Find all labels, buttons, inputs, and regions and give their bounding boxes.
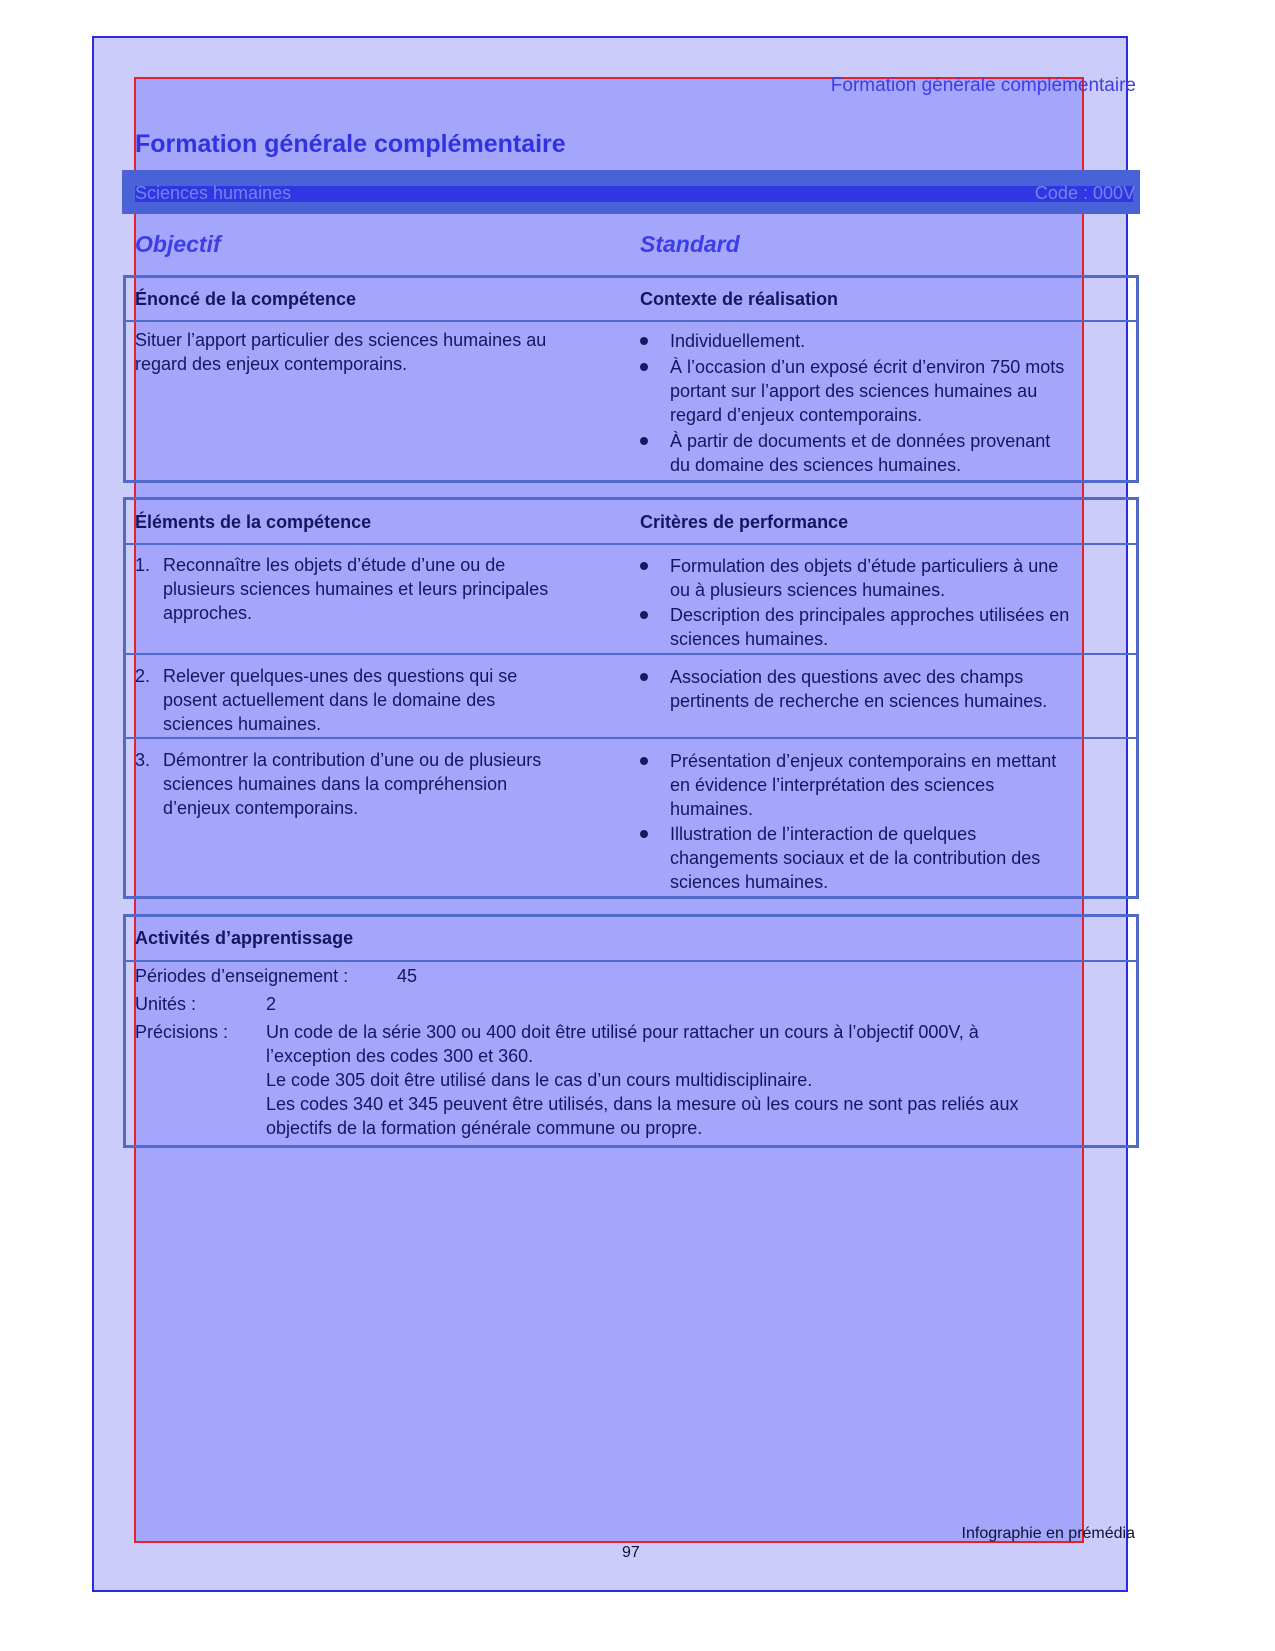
- divider: [126, 320, 1136, 322]
- criterion-line: sciences humaines.: [670, 872, 829, 892]
- running-title: Formation générale complémentaire: [830, 75, 1136, 96]
- bullet-icon: [640, 562, 648, 570]
- code-label: Code : 000V: [1034, 183, 1135, 203]
- divider: [126, 543, 1136, 545]
- context-item: regard d’enjeux contemporains.: [670, 405, 923, 425]
- bullet-icon: [640, 611, 648, 619]
- criterion-line: Illustration de l’interaction de quelques: [670, 824, 977, 844]
- divider: [126, 653, 1136, 655]
- bullet-icon: [640, 673, 648, 681]
- precision-line: Un code de la série 300 ou 400 doit être utilisé pour rattacher un cours à l’objectif 000V, à: [266, 1022, 979, 1042]
- precision-line: Les codes 340 et 345 peuvent être utilisés, dans la mesure où les cours ne sont pas reliés aux: [266, 1094, 1019, 1114]
- element-number: 3.: [135, 750, 151, 770]
- element-line: posent actuellement dans le domaine des: [163, 690, 496, 710]
- objective-heading: Objectif: [135, 231, 221, 257]
- element-number: 2.: [135, 666, 151, 686]
- precision-line: l’exception des codes 300 et 360.: [266, 1046, 534, 1066]
- bullet-icon: [640, 363, 648, 371]
- bullet-icon: [640, 437, 648, 445]
- criterion-line: changements sociaux et de la contribution des: [670, 848, 1041, 868]
- context-item: Individuellement.: [670, 331, 806, 351]
- element-line: Relever quelques-unes des questions qui se: [163, 666, 518, 686]
- context-item: du domaine des sciences humaines.: [670, 455, 962, 475]
- precision-line: objectifs de la formation générale commune ou propre.: [266, 1118, 703, 1138]
- divider: [126, 960, 1136, 962]
- element-line: Démontrer la contribution d’une ou de plusieurs: [163, 750, 542, 770]
- criterion-line: en évidence l’interprétation des sciences: [670, 775, 995, 795]
- context-item: À partir de documents et de données provenant: [670, 431, 1051, 451]
- element-line: plusieurs sciences humaines et leurs principales: [163, 579, 549, 599]
- element-line: d’enjeux contemporains.: [163, 798, 359, 818]
- bullet-icon: [640, 830, 648, 838]
- precision-line: Le code 305 doit être utilisé dans le cas d’un cours multidisciplinaire.: [266, 1070, 813, 1090]
- criterion-line: Association des questions avec des champs: [670, 667, 1024, 687]
- context-item: À l’occasion d’un exposé écrit d’environ 750 mots: [670, 357, 1065, 377]
- bullet-icon: [640, 757, 648, 765]
- element-line: sciences humaines dans la compréhension: [163, 774, 508, 794]
- competence-statement-line: regard des enjeux contemporains.: [135, 354, 408, 374]
- bullet-icon: [640, 337, 648, 345]
- criterion-line: pertinents de recherche en sciences humaines.: [670, 691, 1048, 711]
- criteria-heading: Critères de performance: [640, 512, 849, 532]
- competence-statement-heading: Énoncé de la compétence: [135, 289, 357, 309]
- criterion-line: ou à plusieurs sciences humaines.: [670, 580, 946, 600]
- units-value: 2: [266, 994, 277, 1014]
- discipline-label: Sciences humaines: [135, 183, 292, 203]
- element-line: approches.: [163, 603, 253, 623]
- program-name: Infographie en prémédia: [961, 1525, 1135, 1542]
- criterion-line: Formulation des objets d’étude particuliers à une: [670, 556, 1059, 576]
- element-number: 1.: [135, 555, 151, 575]
- activities-heading: Activités d’apprentissage: [135, 928, 354, 948]
- units-label: Unités :: [135, 994, 197, 1014]
- competence-statement-line: Situer l’apport particulier des sciences humaines au: [135, 330, 547, 350]
- element-line: Reconnaître les objets d’étude d’une ou de: [163, 555, 506, 575]
- divider: [126, 737, 1136, 739]
- context-heading: Contexte de réalisation: [640, 289, 839, 309]
- criterion-line: humaines.: [670, 799, 754, 819]
- page-number: 97: [622, 1544, 640, 1561]
- standard-heading: Standard: [640, 231, 740, 257]
- precisions-label: Précisions :: [135, 1022, 229, 1042]
- criterion-line: sciences humaines.: [670, 629, 829, 649]
- element-line: sciences humaines.: [163, 714, 322, 734]
- page-title: Formation générale complémentaire: [135, 130, 566, 158]
- periods-label: Périodes d’enseignement :: [135, 966, 349, 986]
- periods-value: 45: [397, 966, 418, 986]
- criterion-line: Description des principales approches utilisées en: [670, 605, 1070, 625]
- elements-heading: Éléments de la compétence: [135, 512, 372, 532]
- criterion-line: Présentation d’enjeux contemporains en mettant: [670, 751, 1057, 771]
- context-item: portant sur l’apport des sciences humaines au: [670, 381, 1038, 401]
